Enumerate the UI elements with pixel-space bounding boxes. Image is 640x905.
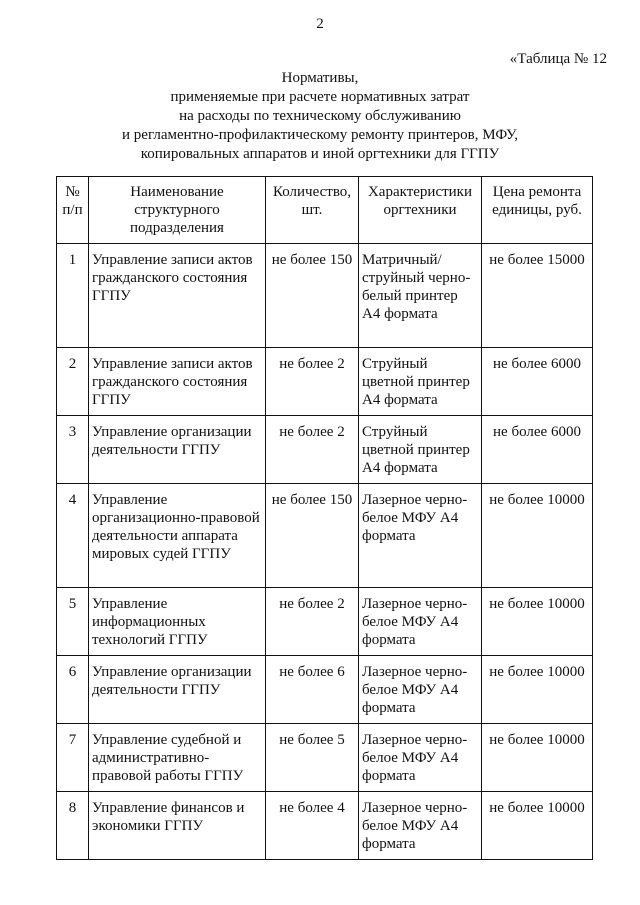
row-num: 7 (57, 724, 89, 792)
row-equipment-spec: Лазерное черно-белое МФУ А4 формата (359, 656, 482, 724)
row-repair-price: не более 10000 (482, 588, 593, 656)
table-row (57, 416, 593, 484)
header-price: Цена ремонта единицы, руб. (482, 177, 593, 244)
row-num: 6 (57, 656, 89, 724)
row-department: Управление записи актов гражданского состояния ГГПУ (89, 348, 266, 416)
row-equipment-spec: Струйный цветной принтер А4 формата (359, 348, 482, 416)
row-repair-price: не более 10000 (482, 792, 593, 860)
heading-line-5: копировальных аппаратов и иной оргтехники для ГГПУ (140, 146, 500, 162)
table-row (57, 792, 593, 860)
row-repair-price: не более 10000 (482, 724, 593, 792)
row-repair-price: не более 6000 (482, 348, 593, 416)
row-repair-price: не более 10000 (482, 484, 593, 588)
row-equipment-spec: Лазерное черно-белое МФУ А4 формата (359, 484, 482, 588)
table-reference: «Таблица № 12 (509, 51, 607, 67)
row-quantity: не более 2 (266, 416, 359, 484)
row-quantity: не более 150 (266, 484, 359, 588)
row-equipment-spec: Струйный цветной принтер А4 формата (359, 416, 482, 484)
table-header-row (57, 177, 593, 244)
row-department: Управление организационно-правовой деятельности аппарата мировых судей ГГПУ (89, 484, 266, 588)
row-department: Управление организации деятельности ГГПУ (89, 656, 266, 724)
row-num: 3 (57, 416, 89, 484)
row-equipment-spec: Лазерное черно-белое МФУ А4 формата (359, 588, 482, 656)
table-row (57, 656, 593, 724)
row-department: Управление записи актов гражданского состояния ГГПУ (89, 244, 266, 348)
row-num: 2 (57, 348, 89, 416)
header-num: № п/п (57, 177, 89, 244)
row-repair-price: не более 15000 (482, 244, 593, 348)
row-quantity: не более 6 (266, 656, 359, 724)
document-heading (0, 69, 640, 164)
row-equipment-spec: Лазерное черно-белое МФУ А4 формата (359, 724, 482, 792)
header-qty: Количество, шт. (266, 177, 359, 244)
row-repair-price: не более 6000 (482, 416, 593, 484)
row-num: 4 (57, 484, 89, 588)
row-num: 1 (57, 244, 89, 348)
heading-line-3: на расходы по техническому обслуживанию (179, 108, 461, 124)
row-repair-price: не более 10000 (482, 656, 593, 724)
row-department: Управление судебной и административно-правовой работы ГГПУ (89, 724, 266, 792)
row-department: Управление финансов и экономики ГГПУ (89, 792, 266, 860)
row-quantity: не более 4 (266, 792, 359, 860)
table-row (57, 348, 593, 416)
heading-line-2: применяемые при расчете нормативных затрат (170, 89, 470, 105)
heading-line-4: и регламентно-профилактическому ремонту принтеров, МФУ, (122, 127, 518, 143)
table-row (57, 484, 593, 588)
row-equipment-spec: Матричный/ струйный черно-белый принтер А4 формата (359, 244, 482, 348)
table-row (57, 588, 593, 656)
row-quantity: не более 5 (266, 724, 359, 792)
row-num: 8 (57, 792, 89, 860)
table-row (57, 724, 593, 792)
page-number: 2 (316, 16, 324, 32)
norms-table (56, 176, 593, 860)
row-quantity: не более 2 (266, 588, 359, 656)
row-quantity: не более 150 (266, 244, 359, 348)
table-row (57, 244, 593, 348)
heading-line-1: Нормативы, (281, 70, 359, 86)
header-name: Наименование структурного подразделения (89, 177, 266, 244)
row-department: Управление информационных технологий ГГПУ (89, 588, 266, 656)
row-department: Управление организации деятельности ГГПУ (89, 416, 266, 484)
row-equipment-spec: Лазерное черно-белое МФУ А4 формата (359, 792, 482, 860)
header-spec: Характеристики оргтехники (359, 177, 482, 244)
row-quantity: не более 2 (266, 348, 359, 416)
row-num: 5 (57, 588, 89, 656)
